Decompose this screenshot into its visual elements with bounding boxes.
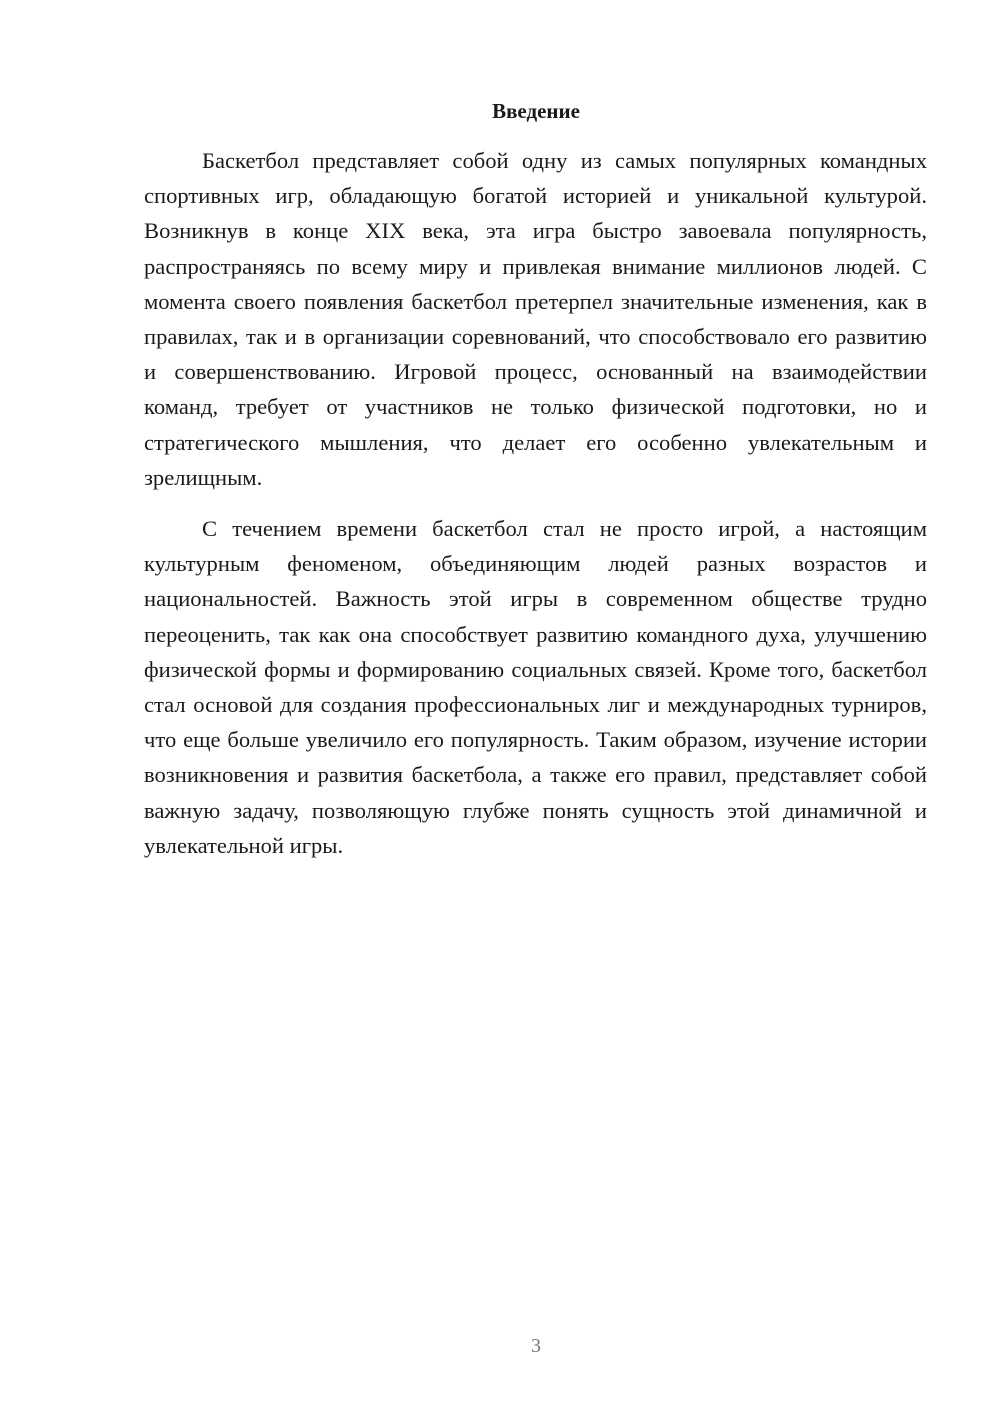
paragraph-2: С течением времени баскетбол стал не просто игрой, а настоящим культурным феноменом, объединяющим людей разных возрастов и национальностей. Важность этой игры в современном обществе трудно переоценить, так как она способствует развитию командного духа, улучшению физической формы и формированию социальных связей. Кроме того, баскетбол стал основой для создания профессиональных лиг и международных турниров, что еще больше увеличило его популярность. Таким образом, изучение истории возникновения и развития баскетбола, а также его правил, представляет собой важную задачу, позволяющую глубже понять сущность этой динамичной и увлекательной игры.	[144, 516, 927, 858]
paragraph-1: Баскетбол представляет собой одну из самых популярных командных спортивных игр, обладающую богатой историей и уникальной культурой. Возникнув в конце XIX века, эта игра быстро завоевала популярность, распространяясь по всему миру и привлекая внимание миллионов людей. С момента своего появления баскетбол претерпел значительные изменения, как в правилах, так и в организации соревнований, что способствовало его развитию и совершенствованию. Игровой процесс, основанный на взаимодействии команд, требует от участников не только физической подготовки, но и стратегического мышления, что делает его особенно увлекательным и зрелищным.	[144, 148, 927, 490]
body-text	[144, 143, 927, 863]
page-number: 3	[531, 1335, 541, 1357]
section-heading: Введение	[492, 99, 580, 123]
